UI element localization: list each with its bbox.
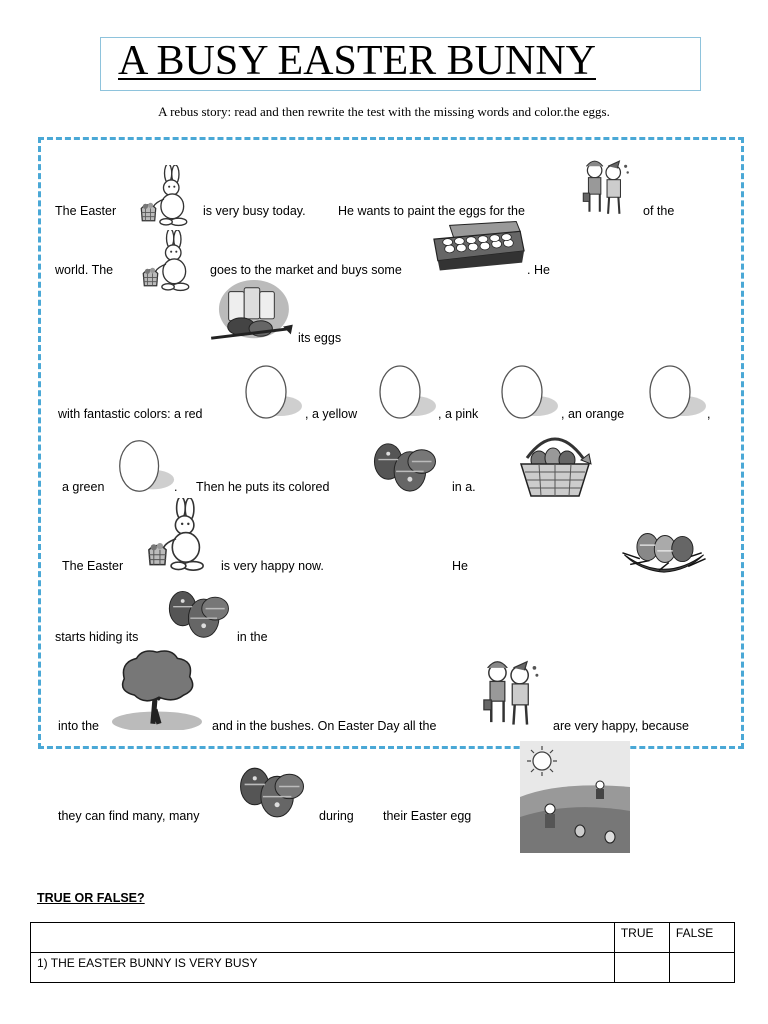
story-text: are very happy, because xyxy=(553,719,689,733)
story-text: The Easter xyxy=(62,559,124,573)
false-answer-cell[interactable] xyxy=(669,953,734,983)
question-header-cell xyxy=(31,923,615,953)
story-text: in a. xyxy=(452,480,476,494)
story-text: , a pink xyxy=(438,407,479,421)
story-text: , an orange xyxy=(561,407,625,421)
paint-icon xyxy=(205,278,297,346)
story-text: is very happy now. xyxy=(221,559,324,573)
egg-icon xyxy=(640,362,710,422)
children-icon xyxy=(580,158,632,220)
egg-carton-icon xyxy=(430,218,528,274)
story-text: with fantastic colors: a red xyxy=(58,407,203,421)
question-text: 1) THE EASTER BUNNY IS VERY BUSY xyxy=(37,956,258,970)
story-text: their Easter egg xyxy=(383,809,472,823)
egg-icon xyxy=(492,362,562,422)
story-text: during xyxy=(319,809,354,823)
story-text: goes to the market and buys some xyxy=(210,263,402,277)
story-text: and in the bushes. On Easter Day all the xyxy=(212,719,437,733)
true-column-label: TRUE xyxy=(620,926,654,940)
story-text: . xyxy=(174,480,178,494)
bunny-icon xyxy=(136,498,216,572)
story-text: He wants to paint the eggs for the xyxy=(338,204,525,218)
instructions: A rebus story: read and then rewrite the test with the missing words and color.the eggs. xyxy=(158,104,610,119)
story-text: they can find many, many xyxy=(58,809,200,823)
colored-eggs-icon xyxy=(368,432,438,496)
egg-hunt-scene-icon xyxy=(520,741,630,853)
story-text: Then he puts its colored xyxy=(196,480,330,494)
story-text: in the xyxy=(237,630,268,644)
colored-eggs-icon xyxy=(162,580,232,642)
bunny-icon xyxy=(133,230,199,292)
story-text: a green xyxy=(62,480,105,494)
true-header-cell xyxy=(614,923,669,953)
story-text: The Easter xyxy=(55,204,117,218)
basket-icon xyxy=(514,424,596,504)
story-text: starts hiding its xyxy=(55,630,139,644)
story-text: into the xyxy=(58,719,100,733)
story-text: of the xyxy=(643,204,675,218)
children-icon xyxy=(480,658,542,732)
false-column-label: FALSE xyxy=(675,926,714,940)
egg-icon xyxy=(370,362,440,422)
story-text: world. The xyxy=(55,263,114,277)
page-title: A BUSY EASTER BUNNY xyxy=(118,38,596,84)
true-answer-cell[interactable] xyxy=(614,953,669,983)
story-text: , xyxy=(707,407,711,421)
question-cell xyxy=(31,953,615,983)
story-text: is very busy today. xyxy=(203,204,306,218)
bunny-icon xyxy=(133,165,195,227)
quiz-heading: TRUE OR FALSE? xyxy=(37,891,145,905)
true-false-table xyxy=(30,922,735,983)
nest-icon xyxy=(620,520,708,578)
story-text: its eggs xyxy=(298,331,342,345)
table-row xyxy=(31,953,735,983)
false-header-cell xyxy=(669,923,734,953)
colored-eggs-icon xyxy=(225,756,315,822)
tree-icon xyxy=(112,648,204,730)
story-text: He xyxy=(452,559,468,573)
egg-icon xyxy=(236,362,306,422)
egg-icon xyxy=(110,436,178,496)
story-text: , a yellow xyxy=(305,407,358,421)
table-header-row xyxy=(31,923,735,953)
story-text: . He xyxy=(527,263,550,277)
